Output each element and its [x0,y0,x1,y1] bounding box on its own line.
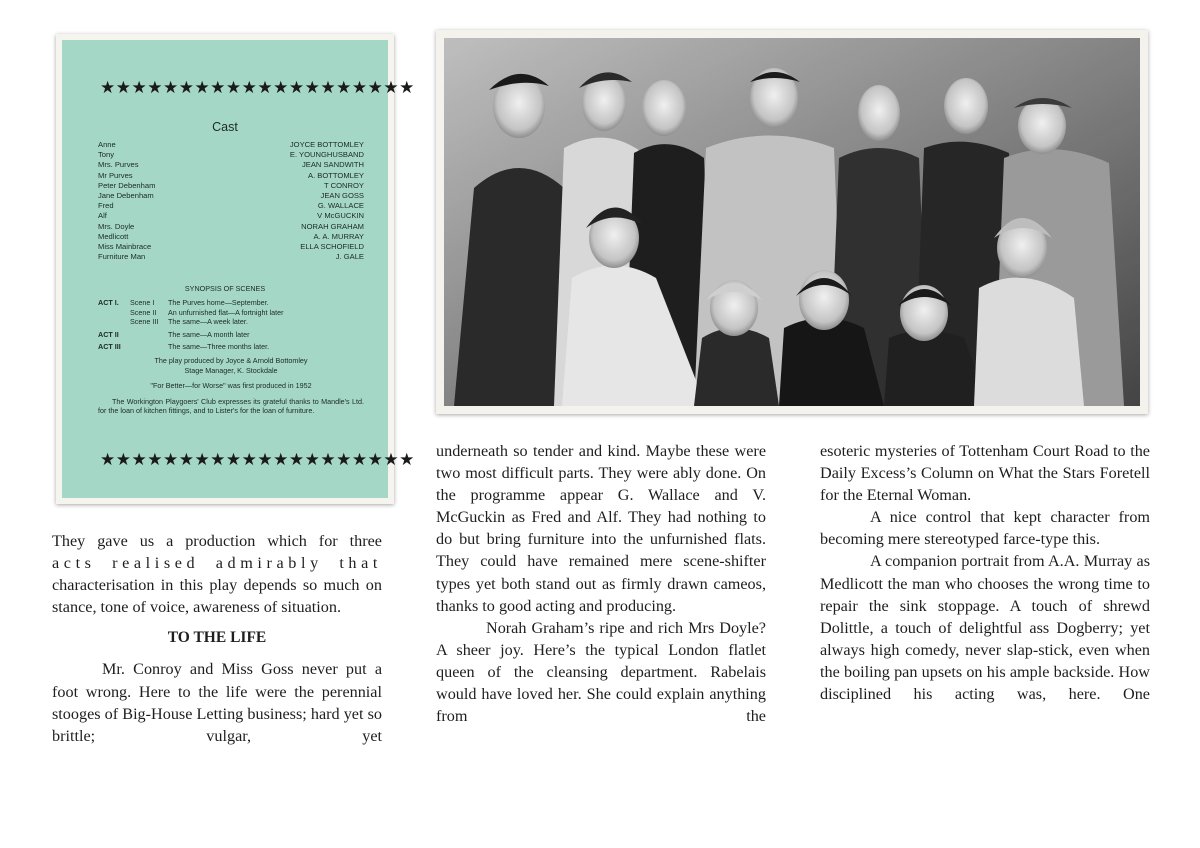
article-column-2 [436,440,766,727]
production-credits [98,356,364,416]
paragraph: esoteric mysteries of Tottenham Court Road to the Daily Excess’s Column on What the Stars Foretell for the Eternal Woman. [820,442,1150,505]
star-border-bottom: ★★★★★★★★★★★★★★★★★★★★ [100,450,415,470]
scene-desc: The same—Three months later. [168,342,270,352]
cast-actor: JEAN GOSS [320,191,364,201]
cast-actor: J. GALE [335,252,364,262]
cast-photo-image [444,38,1140,406]
cast-actor: A. A. MURRAY [313,231,364,241]
produced-by: The play produced by Joyce & Arnold Bottomley [154,356,308,365]
cast-title: Cast [212,120,238,134]
cast-role: Jane Debenham [98,191,154,201]
cast-actor: E. YOUNGHUSBAND [289,150,364,160]
cast-role: Medlicott [98,231,129,241]
cast-role: Tony [98,150,115,160]
paragraph-line: They gave us a production which for three [52,532,382,550]
thanks-note: The Workington Playgoers' Club expresses its grateful thanks to Mandle's Ltd. for the loan of kitchen fittings, and to Lister's for the loan of furniture. [98,396,364,416]
paragraph: A nice control that kept character from becoming mere stereotyped farce-type this. [820,508,1150,549]
cast-role: Mr Purves [98,170,133,180]
cast-row [98,150,364,160]
act-label: ACT I. [98,298,119,307]
scene-desc: The Purves home—September. [168,298,269,307]
cast-actor: A. BOTTOMLEY [308,170,364,180]
cast-role: Anne [98,140,116,149]
scene-label: Scene I [130,298,155,307]
act-three [98,342,368,352]
act-label: ACT III [98,342,121,352]
scene-desc: An unfurnished flat—A fortnight later [168,307,284,317]
cast-role: Alf [98,211,107,221]
cast-photograph [436,30,1148,414]
cast-role: Peter Debenham [98,180,156,190]
scene-desc: The same—A week later. [168,317,248,327]
cast-actor: JEAN SANDWITH [301,160,364,170]
act-two [98,330,368,340]
scene-label: Scene III [130,317,159,327]
paragraph: underneath so tender and kind. Maybe these were two most difficult parts. They were ably done. On the programme appear G. Wallace and V. McGuckin as Fred and Alf. They had nothing to do but bring furniture into the unfurnished flats. They could have remained mere scene-shifter types yet both stand out as firmly drawn cameos, thanks to good acting and producing. [436,442,766,615]
scene-desc: The same—A month later [168,329,250,339]
cast-actor: T CONROY [324,180,364,190]
cast-row [98,191,364,201]
cast-row [98,201,364,211]
act-label: ACT II [98,329,119,339]
article-column-3 [820,440,1150,705]
synopsis-title: SYNOPSIS OF SCENES [184,284,266,293]
paragraph: Norah Graham’s ripe and rich Mrs Doyle? A sheer joy. Here’s the typical London flatlet queen of the cleansing department. Rabelais would have loved her. She could explain anything from the [436,618,766,726]
cast-row [98,232,364,242]
cast-row [98,211,364,221]
scene-synopsis [98,298,368,355]
paragraph: A companion portrait from A.A. Murray as Medlicott the man who chooses the wrong time to repair the sink stoppage. A touch of shrewd Dolittle, a touch of delightful ass Dogberry; yet always high comedy, never slap-stick, even when the boiling pan upsets on his ample backside. How disciplined his acting was, here. One [820,552,1150,704]
first-produced-note: "For Better—for Worse" was first produced in 1952 [150,381,312,391]
cast-row [98,181,364,191]
section-heading: TO THE LIFE [167,629,267,647]
cast-role: Fred [98,201,114,211]
cast-actor: NORAH GRAHAM [301,221,364,231]
paragraph-line: acts realised admirably that [52,554,382,573]
cast-role: Mrs. Doyle [98,221,135,231]
paragraph: Mr. Conroy and Miss Goss never put a foot wrong. Here to the life were the perennial stooges of Big-House Letting business; hard yet so brittle; vulgar, yet [52,660,382,745]
cast-row [98,242,364,252]
cast-row [98,140,364,150]
cast-actor: JOYCE BOTTOMLEY [289,140,364,149]
programme-card [56,34,415,504]
cast-actor: G. WALLACE [317,201,364,211]
cast-role: Furniture Man [98,252,146,262]
cast-actor: ELLA SCHOFIELD [300,242,364,252]
cast-list [98,140,364,262]
cast-row [98,171,364,181]
article-column-1 [52,530,382,747]
scene-label: Scene II [130,307,157,317]
cast-row [98,222,364,232]
cast-row [98,160,364,170]
act-one [98,298,368,327]
cast-actor: V McGUCKIN [317,211,364,221]
stage-manager: Stage Manager, K. Stockdale [184,365,278,375]
cast-role: Miss Mainbrace [98,242,152,252]
star-border-top: ★★★★★★★★★★★★★★★★★★★★ [100,78,415,98]
paragraph: characterisation in this play depends so much on stance, tone of voice, awareness of situation. [52,576,382,617]
cast-row [98,252,364,262]
cast-role: Mrs. Purves [98,160,139,170]
